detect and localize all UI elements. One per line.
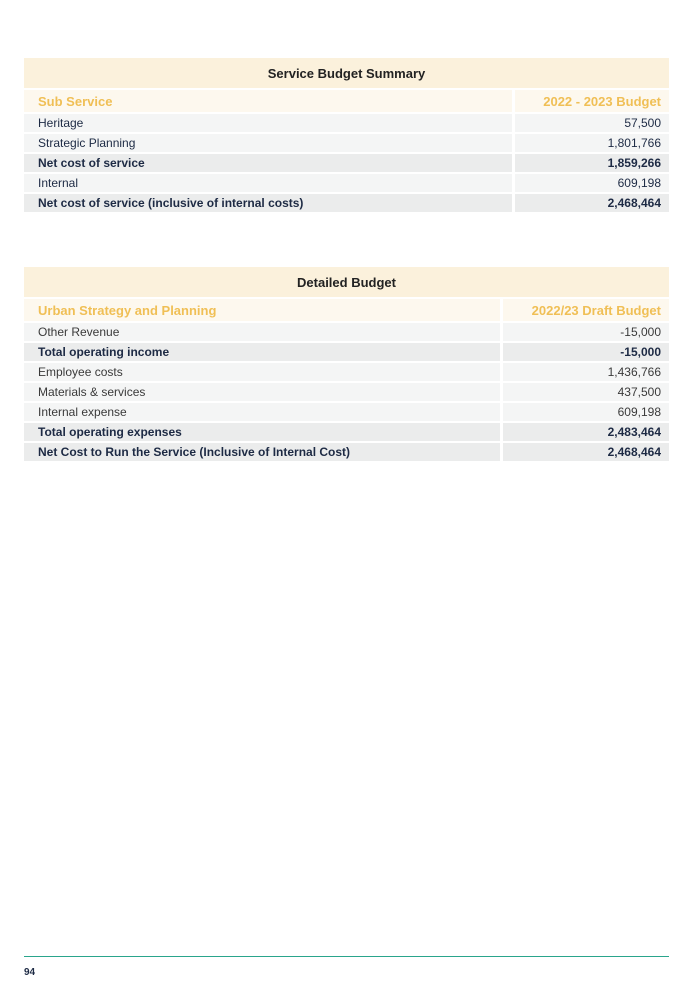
table-row (24, 172, 669, 192)
table-header-row (24, 297, 669, 321)
row-value: 609,198 (500, 401, 669, 421)
table-row (24, 381, 669, 401)
row-value: 2,468,464 (500, 441, 669, 461)
column-header-value: 2022 - 2023 Budget (512, 88, 669, 112)
row-value: 2,483,464 (500, 421, 669, 441)
row-value: 1,801,766 (512, 132, 669, 152)
detailed-budget-table (24, 267, 669, 461)
column-header-label: Urban Strategy and Planning (24, 297, 500, 321)
row-label: Internal (24, 172, 512, 192)
table-title: Service Budget Summary (24, 58, 669, 88)
row-value: -15,000 (500, 321, 669, 341)
row-label: Net cost of service (24, 152, 512, 172)
row-label: Employee costs (24, 361, 500, 381)
table-row (24, 132, 669, 152)
row-label: Strategic Planning (24, 132, 512, 152)
table-row (24, 361, 669, 381)
row-label: Net cost of service (inclusive of internal costs) (24, 192, 512, 212)
row-value: 1,859,266 (512, 152, 669, 172)
row-value: -15,000 (500, 341, 669, 361)
row-value: 609,198 (512, 172, 669, 192)
footer-divider (24, 956, 669, 957)
service-budget-summary-table (24, 58, 669, 212)
row-label: Total operating expenses (24, 421, 500, 441)
row-label: Net Cost to Run the Service (Inclusive of Internal Cost) (24, 441, 500, 461)
table-row-total (24, 152, 669, 172)
table-title-row (24, 58, 669, 88)
row-value: 2,468,464 (512, 192, 669, 212)
row-value: 57,500 (512, 112, 669, 132)
row-label: Other Revenue (24, 321, 500, 341)
row-label: Heritage (24, 112, 512, 132)
table-title: Detailed Budget (24, 267, 669, 297)
table-header-row (24, 88, 669, 112)
row-label: Materials & services (24, 381, 500, 401)
table-row-total (24, 192, 669, 212)
table-row-total (24, 341, 669, 361)
table-row-total (24, 421, 669, 441)
column-header-label: Sub Service (24, 88, 512, 112)
table-title-row (24, 267, 669, 297)
row-value: 437,500 (500, 381, 669, 401)
row-value: 1,436,766 (500, 361, 669, 381)
column-header-value: 2022/23 Draft Budget (500, 297, 669, 321)
row-label: Internal expense (24, 401, 500, 421)
table-row (24, 401, 669, 421)
table-row (24, 321, 669, 341)
page-number: 94 (24, 967, 36, 978)
row-label: Total operating income (24, 341, 500, 361)
table-row (24, 112, 669, 132)
table-row-total (24, 441, 669, 461)
